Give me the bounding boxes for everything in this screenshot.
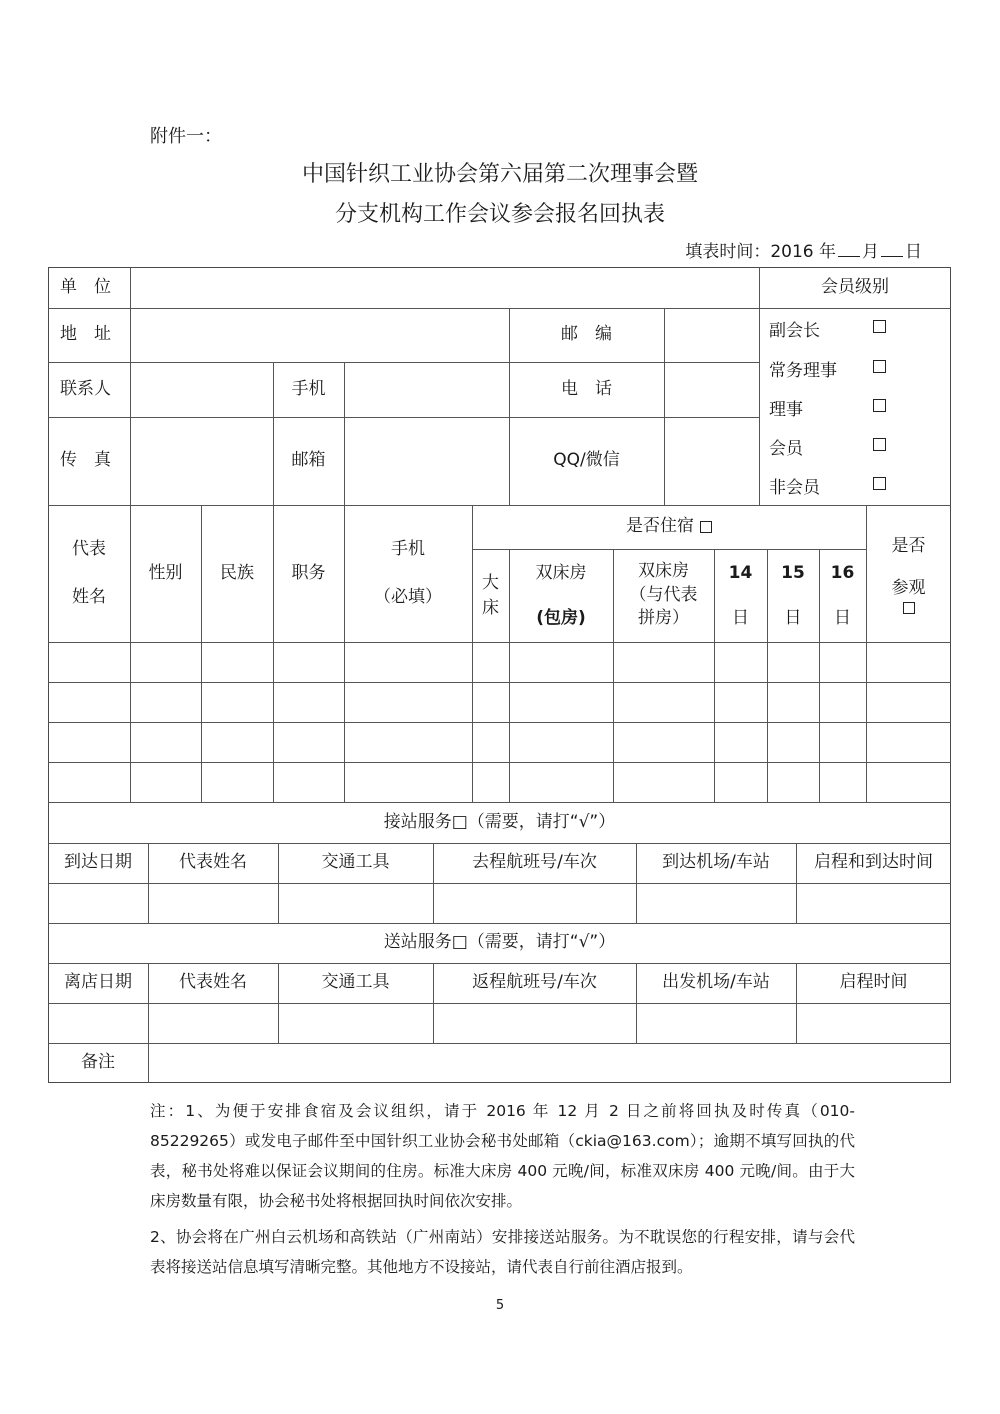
header-day-16-num: 16 bbox=[830, 563, 855, 584]
dropoff-col-departure-time: 启程时间 bbox=[839, 972, 908, 993]
email-label: 邮箱 bbox=[291, 450, 326, 471]
header-lodging-label: 是否住宿 bbox=[626, 516, 694, 537]
email-field[interactable] bbox=[345, 418, 508, 504]
pickup-col-arrival-station: 到达机场/车站 bbox=[662, 852, 770, 873]
checkbox-vice-president[interactable] bbox=[873, 320, 886, 333]
fill-time bbox=[685, 237, 922, 262]
qq-wechat-label bbox=[509, 417, 664, 505]
unit-label: 单 位 bbox=[60, 276, 111, 297]
dropoff-col-departure-station: 出发机场/车站 bbox=[662, 972, 770, 993]
member-level-director: 理事 bbox=[769, 400, 803, 420]
member-level-standing-director: 常务理事 bbox=[769, 361, 837, 381]
dropoff-col-transport: 交通工具 bbox=[321, 972, 390, 993]
attachment-label: 附件一： bbox=[150, 126, 222, 147]
fill-time-day: 日 bbox=[905, 242, 922, 262]
attendee-row[interactable] bbox=[48, 683, 951, 722]
attendee-row[interactable] bbox=[48, 643, 951, 682]
pickup-service-title: 接站服务□（需要，请打“√”） bbox=[383, 811, 616, 832]
checkbox-standing-director[interactable] bbox=[873, 360, 886, 373]
checkbox-visit[interactable] bbox=[903, 602, 915, 614]
dropoff-col-flight-train: 返程航班号/车次 bbox=[472, 972, 597, 993]
dropoff-col-departure-date: 离店日期 bbox=[64, 972, 132, 993]
header-twin-share-line1: 双床房 bbox=[638, 560, 689, 581]
checkbox-non-member[interactable] bbox=[873, 477, 886, 490]
pickup-col-transport: 交通工具 bbox=[321, 852, 390, 873]
header-twin-private bbox=[509, 549, 613, 642]
member-level-vice-president: 副会长 bbox=[769, 321, 820, 341]
address-field[interactable] bbox=[131, 309, 508, 361]
header-ethnicity: 民族 bbox=[220, 562, 254, 583]
member-level-member: 会员 bbox=[769, 439, 803, 459]
header-twin-share-line3: 拼房） bbox=[638, 608, 689, 629]
phone-label: 电 话 bbox=[561, 378, 612, 399]
header-day-14-suffix: 日 bbox=[732, 607, 749, 628]
fax-field[interactable] bbox=[131, 418, 272, 504]
fill-time-month: 月 bbox=[862, 242, 879, 262]
attendee-row[interactable] bbox=[48, 723, 951, 762]
header-gender: 性别 bbox=[148, 562, 183, 583]
member-level-label: 会员级别 bbox=[821, 276, 889, 297]
qq-wechat-label-text: QQ/微信 bbox=[553, 450, 620, 471]
header-day-15-suffix: 日 bbox=[784, 607, 802, 628]
postcode-label: 邮 编 bbox=[561, 324, 612, 345]
header-position: 职务 bbox=[291, 562, 326, 583]
dropoff-row[interactable] bbox=[48, 1004, 951, 1043]
remarks-field[interactable] bbox=[149, 1044, 950, 1082]
header-mobile bbox=[344, 505, 472, 642]
pickup-row[interactable] bbox=[48, 884, 951, 923]
header-twin-private-line1: 双床房 bbox=[535, 563, 587, 584]
header-twin-share-line2: （与代表 bbox=[629, 584, 698, 605]
header-day-14 bbox=[714, 549, 767, 642]
fill-day-blank[interactable] bbox=[881, 242, 903, 257]
notes bbox=[150, 1096, 855, 1282]
fax-label: 传 真 bbox=[60, 450, 111, 471]
attendee-row[interactable] bbox=[48, 763, 951, 802]
fill-month-blank[interactable] bbox=[838, 242, 860, 257]
header-day-14-num: 14 bbox=[728, 563, 753, 584]
address-label: 地 址 bbox=[60, 324, 111, 345]
contact-field[interactable] bbox=[131, 363, 272, 416]
form-title-line2: 分支机构工作会议参会报名回执表 bbox=[334, 202, 665, 227]
dropoff-col-rep-name: 代表姓名 bbox=[179, 972, 247, 993]
header-visit-line1: 是否 bbox=[891, 536, 926, 557]
form-title-line1: 中国针织工业协会第六届第二次理事会暨 bbox=[301, 162, 698, 187]
header-day-16 bbox=[819, 549, 866, 642]
header-king-bed-line2: 床 bbox=[482, 597, 499, 618]
header-rep-name-line2: 姓名 bbox=[72, 586, 106, 607]
pickup-col-times: 启程和到达时间 bbox=[814, 852, 933, 873]
fill-time-prefix: 填表时间：2016 年 bbox=[685, 242, 836, 262]
header-lodging bbox=[472, 505, 866, 549]
header-king-bed bbox=[472, 549, 509, 642]
note-1: 注：1、为便于安排食宿及会议组织，请于 2016 年 12 月 2 日之前将回执及时传真（010-85229265）或发电子邮件至中国针织工业协会秘书处邮箱（ckia@163.com）；逾期不填写回执的代表，秘书处将难以保证会议期间的住房。标准大床房 400 元晚/间，标准双床房 400 元晚/间。由于大床房数量有限，协会秘书处将根据回执时间依次安排。 bbox=[150, 1102, 855, 1210]
postcode-field[interactable] bbox=[665, 309, 758, 361]
checkbox-director[interactable] bbox=[873, 399, 886, 412]
dropoff-service-title: 送站服务□（需要，请打“√”） bbox=[383, 932, 616, 953]
header-day-16-suffix: 日 bbox=[834, 607, 851, 628]
contact-label: 联系人 bbox=[60, 378, 111, 399]
header-mobile-line1: 手机 bbox=[391, 538, 425, 559]
page-number: 5 bbox=[495, 1298, 505, 1313]
pickup-col-arrival-date: 到达日期 bbox=[64, 852, 132, 873]
header-visit bbox=[866, 505, 951, 642]
header-day-15-num: 15 bbox=[781, 563, 805, 584]
unit-field[interactable] bbox=[131, 268, 758, 307]
remarks-label: 备注 bbox=[81, 1052, 115, 1073]
mobile-field[interactable] bbox=[345, 363, 508, 416]
header-visit-line2: 参观 bbox=[891, 577, 926, 598]
checkbox-lodging[interactable] bbox=[700, 521, 712, 533]
member-level-non-member: 非会员 bbox=[769, 478, 820, 498]
qq-wechat-field[interactable] bbox=[665, 418, 758, 504]
header-mobile-line2: （必填） bbox=[374, 586, 442, 607]
header-day-15 bbox=[767, 549, 819, 642]
header-king-bed-line1: 大 bbox=[482, 572, 499, 593]
phone-field[interactable] bbox=[665, 363, 758, 416]
note-2: 2、协会将在广州白云机场和高铁站（广州南站）安排接送站服务。为不耽误您的行程安排，请与会代表将接送站信息填写清晰完整。其他地方不设接站，请代表自行前往酒店报到。 bbox=[150, 1228, 855, 1276]
header-rep-name bbox=[48, 505, 130, 642]
checkbox-member[interactable] bbox=[873, 438, 886, 451]
mobile-label: 手机 bbox=[291, 378, 326, 399]
header-rep-name-line1: 代表 bbox=[72, 538, 106, 559]
pickup-col-rep-name: 代表姓名 bbox=[179, 852, 247, 873]
header-twin-share bbox=[613, 549, 714, 642]
header-twin-private-line2: (包房) bbox=[536, 607, 586, 628]
pickup-col-flight-train: 去程航班号/车次 bbox=[472, 852, 597, 873]
